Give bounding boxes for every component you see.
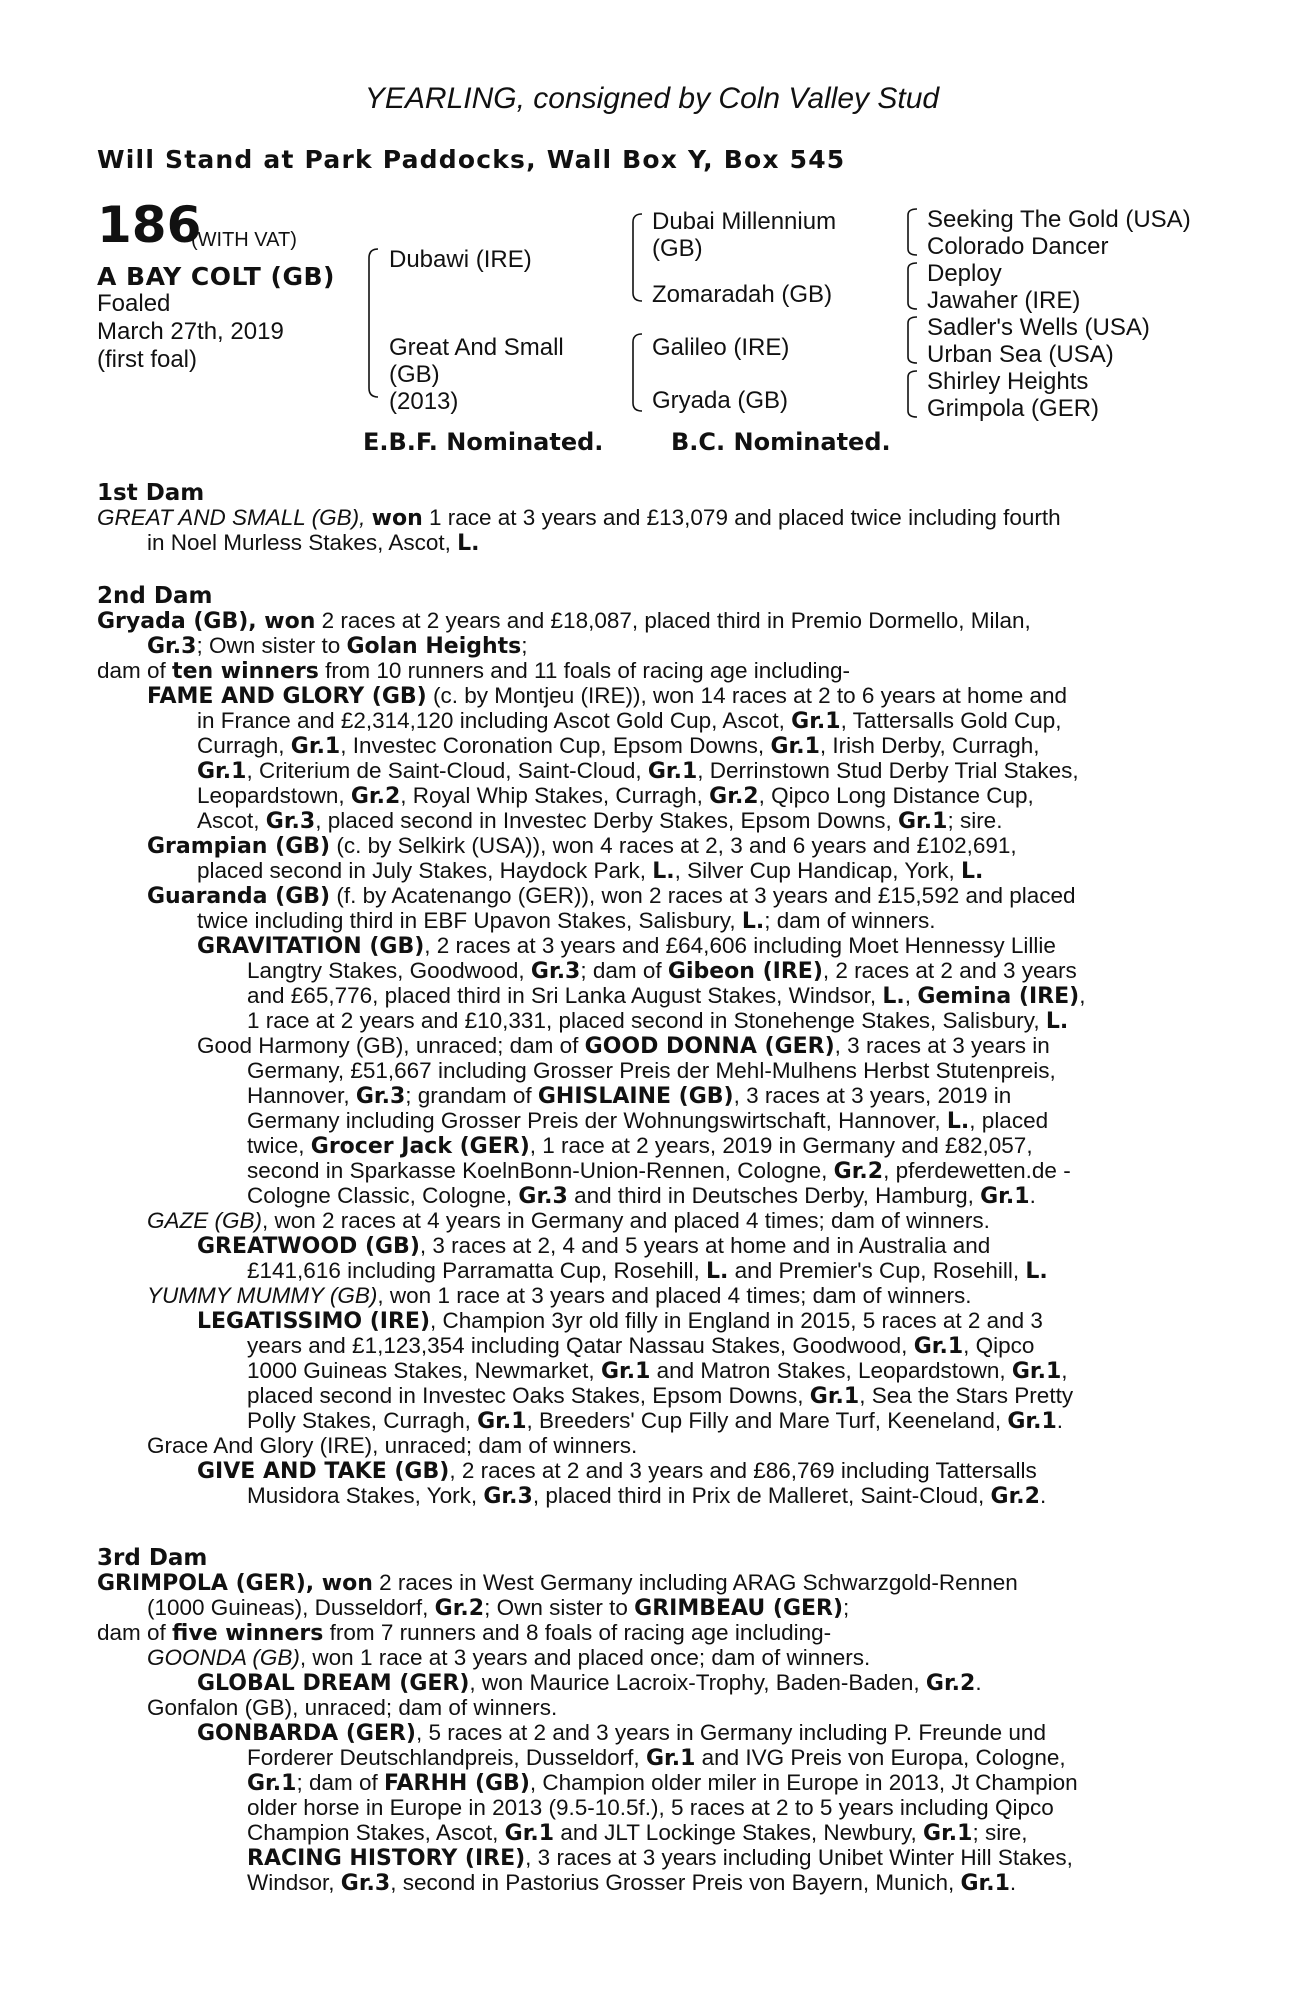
text-segment: Gr.1	[770, 734, 820, 759]
text-segment: Gr.1	[960, 1871, 1010, 1896]
text-segment: , 2 races at 2 and 3 years and £86,769 including Tattersalls	[449, 1458, 1037, 1483]
text-segment: , 3 races at 3 years including Unibet Winter Hill Stakes,	[525, 1845, 1073, 1870]
text-segment: Grocer Jack (GER)	[310, 1134, 530, 1159]
text-line	[147, 1645, 870, 1670]
text-line	[247, 1258, 1048, 1284]
page-title: YEARLING, consigned by Coln Valley Stud	[364, 82, 940, 115]
text-segment: , placed second in Investec Derby Stakes, Epsom Downs,	[315, 808, 898, 833]
text-line	[247, 1383, 1073, 1409]
text-segment: Golan Heights	[346, 634, 522, 659]
text-segment: Gibeon (IRE)	[667, 959, 823, 984]
text-segment: Germany including Grosser Preis der Wohnungswirtschaft, Hannover,	[247, 1108, 947, 1133]
text-line	[197, 1308, 1043, 1334]
text-segment: Germany, £51,667 including Grosser Preis der Mehl-Mulhens Herbst Stutenpreis,	[247, 1058, 1056, 1083]
catalogue-page	[97, 0, 1217, 2000]
text-segment: ten winners	[172, 659, 319, 684]
text-segment: dam of	[97, 1620, 173, 1645]
text-segment: Gr.1	[1007, 1409, 1057, 1434]
text-segment: Gr.1	[1011, 1359, 1062, 1384]
text-segment: Ascot,	[197, 808, 266, 833]
text-segment: .	[1056, 1408, 1064, 1433]
text-segment: Gr.3	[530, 959, 581, 984]
pedigree-bracket-sire	[629, 213, 643, 303]
text-segment: Cologne Classic, Cologne,	[247, 1183, 519, 1208]
text-segment: ; dam of winners.	[764, 908, 936, 933]
text-segment: Musidora Stakes, York,	[247, 1483, 484, 1508]
text-segment: ; Own sister to	[484, 1595, 635, 1620]
dam-name-line: (GB)	[389, 361, 440, 388]
text-segment: placed second in July Stakes, Haydock Park,	[197, 858, 653, 883]
text-segment: , won 1 race at 3 years and placed 4 times; dam of winners.	[377, 1283, 972, 1308]
text-segment: L.	[1025, 1259, 1048, 1284]
text-segment: Gr.1	[913, 1334, 964, 1359]
text-segment: Grampian (GB)	[147, 834, 331, 859]
text-segment: Windsor,	[247, 1870, 341, 1895]
text-segment: Gr.3	[518, 1184, 568, 1209]
text-segment: , pferdewetten.de -	[883, 1158, 1071, 1183]
text-segment: Gr.1	[290, 734, 341, 759]
text-segment: 2 races in West Germany including ARAG Schwarzgold-Rennen	[372, 1570, 1018, 1595]
text-line	[197, 858, 983, 884]
text-segment: , 2 races at 3 years and £64,606 including Moet Hennessy Lillie	[424, 933, 1056, 958]
text-segment: Gr.2	[709, 784, 759, 809]
text-line	[197, 1720, 1046, 1746]
text-segment: , 3 races at 2, 4 and 5 years at home and in Australia and	[419, 1233, 991, 1258]
text-line	[247, 983, 1085, 1009]
text-line	[97, 505, 1061, 531]
gen3-ancestor: Colorado Dancer	[927, 233, 1109, 260]
text-line	[247, 1745, 1066, 1771]
text-line	[197, 808, 1002, 834]
text-segment: , Criterium de Saint-Cloud, Saint-Cloud,	[246, 758, 648, 783]
text-segment: Gr.1	[600, 1359, 651, 1384]
dam-name-line: (2013)	[389, 388, 459, 415]
text-segment: (f. by Acatenango (GER)), won 2 races at 3 years and £15,592 and placed	[330, 883, 1076, 908]
text-segment: 1 race at 2 years and £10,331, placed second in Stonehenge Stakes, Salisbury,	[247, 1008, 1046, 1033]
text-segment: ; sire,	[972, 1820, 1028, 1845]
text-segment: Gr.1	[247, 1771, 297, 1796]
text-segment: , placed	[969, 1108, 1049, 1133]
text-segment: Champion Stakes, Ascot,	[247, 1820, 505, 1845]
text-segment: Gr.3	[355, 1084, 406, 1109]
stand-location: Will Stand at Park Paddocks, Wall Box Y, Box 545	[97, 145, 846, 174]
text-segment: dam of	[97, 658, 173, 683]
text-segment: Gryada (GB), won	[97, 609, 316, 634]
text-line	[247, 1770, 1078, 1796]
text-segment: ;	[843, 1595, 850, 1620]
foaled-date: March 27th, 2019	[97, 318, 284, 345]
text-line	[247, 1158, 1071, 1184]
text-segment: GHISLAINE (GB)	[537, 1084, 734, 1109]
text-segment: ; dam of	[296, 1770, 384, 1795]
text-segment: Forderer Deutschlandpreis, Dusseldorf,	[247, 1745, 646, 1770]
text-segment: and IVG Preis von Europa, Cologne,	[695, 1745, 1066, 1770]
text-segment: (c. by Montjeu (IRE)), won 14 races at 2 to 6 years at home and	[426, 683, 1068, 708]
text-line	[147, 1283, 971, 1308]
text-line	[247, 1870, 1016, 1896]
vat-note: (WITH VAT)	[191, 229, 297, 251]
text-segment: Grace And Glory (IRE), unraced; dam of winners.	[147, 1433, 638, 1458]
sire-name: Dubawi (IRE)	[389, 246, 532, 273]
pedigree-bracket-dam	[629, 333, 643, 413]
text-line	[147, 1208, 990, 1233]
text-segment: placed second in Investec Oaks Stakes, Epsom Downs,	[247, 1383, 810, 1408]
text-segment: Gr.2	[925, 1671, 976, 1696]
text-segment: Gr.1	[980, 1184, 1030, 1209]
dam-dam: Gryada (GB)	[652, 387, 789, 414]
text-line	[147, 833, 1017, 859]
text-segment: L.	[457, 531, 480, 556]
text-segment: (c. by Selkirk (USA)), won 4 races at 2, 3 and 6 years and £102,691,	[330, 833, 1017, 858]
text-segment: , Champion older miler in Europe in 2013, Jt Champion	[529, 1770, 1078, 1795]
text-segment: RACING HISTORY (IRE)	[247, 1846, 526, 1871]
text-segment: Gr.2	[434, 1596, 485, 1621]
text-segment: Gr.1	[809, 1384, 860, 1409]
text-segment: GRIMBEAU (GER)	[634, 1596, 844, 1621]
text-segment: Curragh,	[197, 733, 291, 758]
text-line	[97, 658, 850, 684]
text-line	[97, 1570, 1018, 1596]
text-segment: 2 races at 2 years and £18,087, placed third in Premio Dormello, Milan,	[315, 608, 1031, 633]
text-segment: , Champion 3yr old filly in England in 2015, 5 races at 2 and 3	[430, 1308, 1043, 1333]
text-segment: ,	[904, 983, 918, 1008]
text-segment: L.	[961, 859, 984, 884]
text-segment: GOOD DONNA (GER)	[584, 1034, 835, 1059]
text-segment: Polly Stakes, Curragh,	[247, 1408, 478, 1433]
text-segment: Gr.3	[340, 1871, 391, 1896]
text-segment: and £65,776, placed third in Sri Lanka August Stakes, Windsor,	[247, 983, 883, 1008]
text-segment: L.	[706, 1259, 729, 1284]
text-segment: , Derrinstown Stud Derby Trial Stakes,	[697, 758, 1079, 783]
pedigree-bracket-gen1	[365, 248, 379, 398]
text-segment: Langtry Stakes, Goodwood,	[247, 958, 531, 983]
text-segment: Gr.1	[645, 1746, 696, 1771]
text-segment: LEGATISSIMO (IRE)	[197, 1309, 431, 1334]
text-line	[247, 1333, 1034, 1359]
text-line	[247, 1408, 1063, 1434]
text-segment: FARHH (GB)	[383, 1771, 530, 1796]
text-segment: from 7 runners and 8 foals of racing age including-	[323, 1620, 832, 1645]
text-segment: , Sea the Stars Pretty	[859, 1383, 1074, 1408]
gen3-ancestor: Seeking The Gold (USA)	[927, 206, 1191, 233]
text-line	[197, 1233, 990, 1259]
text-line	[197, 933, 1056, 959]
text-segment: Gr.3	[147, 634, 197, 659]
text-line	[247, 1083, 1011, 1109]
text-line	[197, 708, 1062, 734]
foaled-label: Foaled	[97, 290, 171, 317]
dam-sire: Galileo (IRE)	[652, 334, 790, 361]
second-dam-heading: 2nd Dam	[97, 583, 213, 609]
text-line	[97, 608, 1031, 634]
first-dam-heading: 1st Dam	[97, 480, 205, 506]
text-segment: GRIMPOLA (GER), won	[97, 1571, 373, 1596]
lot-number: 186	[97, 196, 202, 254]
text-segment: GLOBAL DREAM (GER)	[197, 1671, 470, 1696]
text-line	[197, 908, 936, 934]
text-segment: , 3 races at 3 years in	[834, 1033, 1050, 1058]
text-segment: , Irish Derby, Curragh,	[819, 733, 1040, 758]
text-segment: in France and £2,314,120 including Ascot Gold Cup, Ascot,	[197, 708, 792, 733]
text-segment: years and £1,123,354 including Qatar Nassau Stakes, Goodwood,	[247, 1333, 914, 1358]
gen3-ancestor: Jawaher (IRE)	[927, 287, 1081, 314]
text-segment: twice,	[247, 1133, 311, 1158]
text-line	[197, 783, 1034, 809]
text-line	[147, 633, 528, 659]
pedigree-bracket-gen3	[904, 370, 918, 418]
gen3-ancestor: Shirley Heights	[927, 368, 1089, 395]
text-segment: older horse in Europe in 2013 (9.5-10.5f.), 5 races at 2 to 5 years including Qipco	[247, 1795, 1054, 1820]
sire-sire-line: (GB)	[652, 235, 703, 262]
text-line	[247, 1795, 1054, 1820]
text-segment: L.	[741, 909, 765, 934]
foal-note: (first foal)	[97, 346, 198, 373]
sire-sire-line: Dubai Millennium	[652, 208, 837, 235]
text-line	[147, 883, 1076, 909]
text-segment: Gr.3	[483, 1484, 533, 1509]
text-segment: Good Harmony (GB), unraced; dam of	[197, 1033, 585, 1058]
text-segment: Gr.1	[477, 1409, 527, 1434]
ebf-nominated: E.B.F. Nominated.	[363, 428, 604, 456]
text-segment: GREAT AND SMALL (GB),	[97, 505, 372, 530]
text-line	[197, 1033, 1050, 1059]
text-segment: GONBARDA (GER)	[197, 1721, 416, 1746]
text-segment: GOONDA (GB)	[147, 1645, 300, 1670]
text-line	[247, 1483, 1046, 1509]
text-segment: twice including third in EBF Upavon Stakes, Salisbury,	[197, 908, 742, 933]
text-segment: and JLT Lockinge Stakes, Newbury,	[554, 1820, 924, 1845]
text-segment: , won 2 races at 4 years in Germany and placed 4 times; dam of winners.	[262, 1208, 990, 1233]
pedigree-bracket-gen3	[904, 208, 918, 256]
text-line	[247, 958, 1077, 984]
sire-sire	[652, 208, 836, 262]
text-segment: Hannover,	[247, 1083, 356, 1108]
text-segment: L.	[1045, 1009, 1069, 1034]
text-line	[247, 1358, 1068, 1384]
pedigree-bracket-gen3	[904, 262, 918, 310]
text-segment: , Investec Coronation Cup, Epsom Downs,	[340, 733, 771, 758]
text-segment: ; sire.	[947, 808, 1003, 833]
gen3-ancestor: Deploy	[927, 260, 1002, 287]
text-line	[247, 1845, 1073, 1871]
text-line	[197, 1458, 1037, 1484]
text-segment: Gonfalon (GB), unraced; dam of winners.	[147, 1695, 558, 1720]
lot-name: A BAY COLT (GB)	[97, 262, 335, 291]
text-segment: and third in Deutsches Derby, Hamburg,	[567, 1183, 981, 1208]
text-segment: five winners	[172, 1621, 324, 1646]
gen3-ancestor: Grimpola (GER)	[927, 395, 1100, 422]
text-segment: , Qipco	[963, 1333, 1035, 1358]
lot-info	[97, 290, 284, 374]
text-segment: (1000 Guineas), Dusseldorf,	[147, 1595, 435, 1620]
pedigree-bracket-gen3	[904, 316, 918, 364]
dam-name-line: Great And Small	[389, 334, 564, 361]
text-line	[197, 758, 1079, 784]
text-segment: Guaranda (GB)	[147, 884, 331, 909]
text-segment: , Royal Whip Stakes, Curragh,	[400, 783, 710, 808]
text-segment: Leopardstown,	[197, 783, 351, 808]
text-line	[147, 1595, 849, 1621]
gen3-ancestor: Sadler's Wells (USA)	[927, 314, 1150, 341]
text-segment: , 2 races at 2 and 3 years	[822, 958, 1077, 983]
text-line	[247, 1108, 1048, 1134]
text-segment: GIVE AND TAKE (GB)	[197, 1459, 450, 1484]
text-segment: ;	[521, 633, 528, 658]
dam-name	[389, 334, 564, 415]
text-line	[247, 1008, 1068, 1034]
text-segment: Gr.2	[350, 784, 401, 809]
text-segment: Gr.1	[504, 1821, 555, 1846]
text-segment: Gr.2	[990, 1484, 1040, 1509]
text-segment: , placed third in Prix de Malleret, Saint-Cloud,	[532, 1483, 991, 1508]
text-segment: and Premier's Cup, Rosehill,	[728, 1258, 1026, 1283]
text-segment: L.	[882, 984, 905, 1009]
text-line	[147, 1433, 637, 1458]
text-segment: and Matron Stakes, Leopardstown,	[650, 1358, 1012, 1383]
third-dam-heading: 3rd Dam	[97, 1545, 208, 1571]
text-segment: ; Own sister to	[196, 633, 347, 658]
text-segment: .	[1009, 1870, 1017, 1895]
text-segment: , won 1 race at 3 years and placed once; dam of winners.	[299, 1645, 871, 1670]
text-segment: won	[371, 506, 423, 531]
text-segment: , won Maurice Lacroix-Trophy, Baden-Baden,	[469, 1670, 926, 1695]
text-segment: ; grandam of	[405, 1083, 538, 1108]
text-segment: Gemina (IRE)	[917, 984, 1080, 1009]
text-segment: Gr.1	[923, 1821, 973, 1846]
text-segment: £141,616 including Parramatta Cup, Rosehill,	[247, 1258, 707, 1283]
text-segment: , second in Pastorius Grosser Preis von Bayern, Munich,	[390, 1870, 961, 1895]
text-segment: GRAVITATION (GB)	[197, 934, 425, 959]
text-segment: L.	[946, 1109, 970, 1134]
text-segment: 1000 Guineas Stakes, Newmarket,	[247, 1358, 601, 1383]
text-segment: Gr.3	[265, 809, 316, 834]
text-line	[247, 1183, 1036, 1209]
text-segment: ,	[1079, 983, 1086, 1008]
text-segment: Gr.1	[647, 759, 698, 784]
text-segment: second in Sparkasse KoelnBonn-Union-Rennen, Cologne,	[247, 1158, 834, 1183]
text-segment: Gr.1	[898, 809, 948, 834]
text-segment: , Breeders' Cup Filly and Mare Turf, Keeneland,	[526, 1408, 1008, 1433]
text-segment: , 3 races at 3 years, 2019 in	[733, 1083, 1012, 1108]
text-segment: , Silver Cup Handicap, York,	[674, 858, 962, 883]
text-segment: .	[1029, 1183, 1036, 1208]
text-segment: 1 race at 3 years and £13,079 and placed twice including fourth	[422, 505, 1061, 530]
text-segment: FAME AND GLORY (GB)	[147, 684, 427, 709]
text-line	[247, 1133, 1033, 1159]
text-segment: in Noel Murless Stakes, Ascot,	[147, 530, 458, 555]
text-segment: L.	[652, 859, 675, 884]
text-segment: .	[975, 1670, 982, 1695]
text-segment: , Tattersalls Gold Cup,	[840, 708, 1062, 733]
text-segment: ,	[1061, 1358, 1068, 1383]
text-line	[197, 733, 1040, 759]
text-segment: Gr.1	[197, 759, 247, 784]
text-line	[147, 1695, 557, 1720]
gen3-ancestor: Urban Sea (USA)	[927, 341, 1114, 368]
text-segment: .	[1039, 1483, 1047, 1508]
text-segment: from 10 runners and 11 foals of racing age including-	[318, 658, 851, 683]
text-segment: ; dam of	[580, 958, 668, 983]
text-segment: Gr.1	[791, 709, 841, 734]
text-segment: GAZE (GB)	[147, 1208, 263, 1233]
sire-dam: Zomaradah (GB)	[652, 281, 833, 308]
bc-nominated: B.C. Nominated.	[671, 428, 891, 456]
text-segment: YUMMY MUMMY (GB)	[147, 1283, 378, 1308]
text-line	[247, 1058, 1056, 1083]
text-line	[247, 1820, 1027, 1846]
text-segment: , 5 races at 2 and 3 years in Germany including P. Freunde und	[416, 1720, 1046, 1745]
text-line	[147, 683, 1067, 709]
text-line	[197, 1670, 982, 1696]
text-segment: Gr.2	[833, 1159, 884, 1184]
text-segment: GREATWOOD (GB)	[197, 1234, 420, 1259]
text-line	[97, 1620, 831, 1646]
text-segment: , 1 race at 2 years, 2019 in Germany and £82,057,	[529, 1133, 1033, 1158]
text-segment: , Qipco Long Distance Cup,	[758, 783, 1034, 808]
text-line	[147, 530, 480, 556]
